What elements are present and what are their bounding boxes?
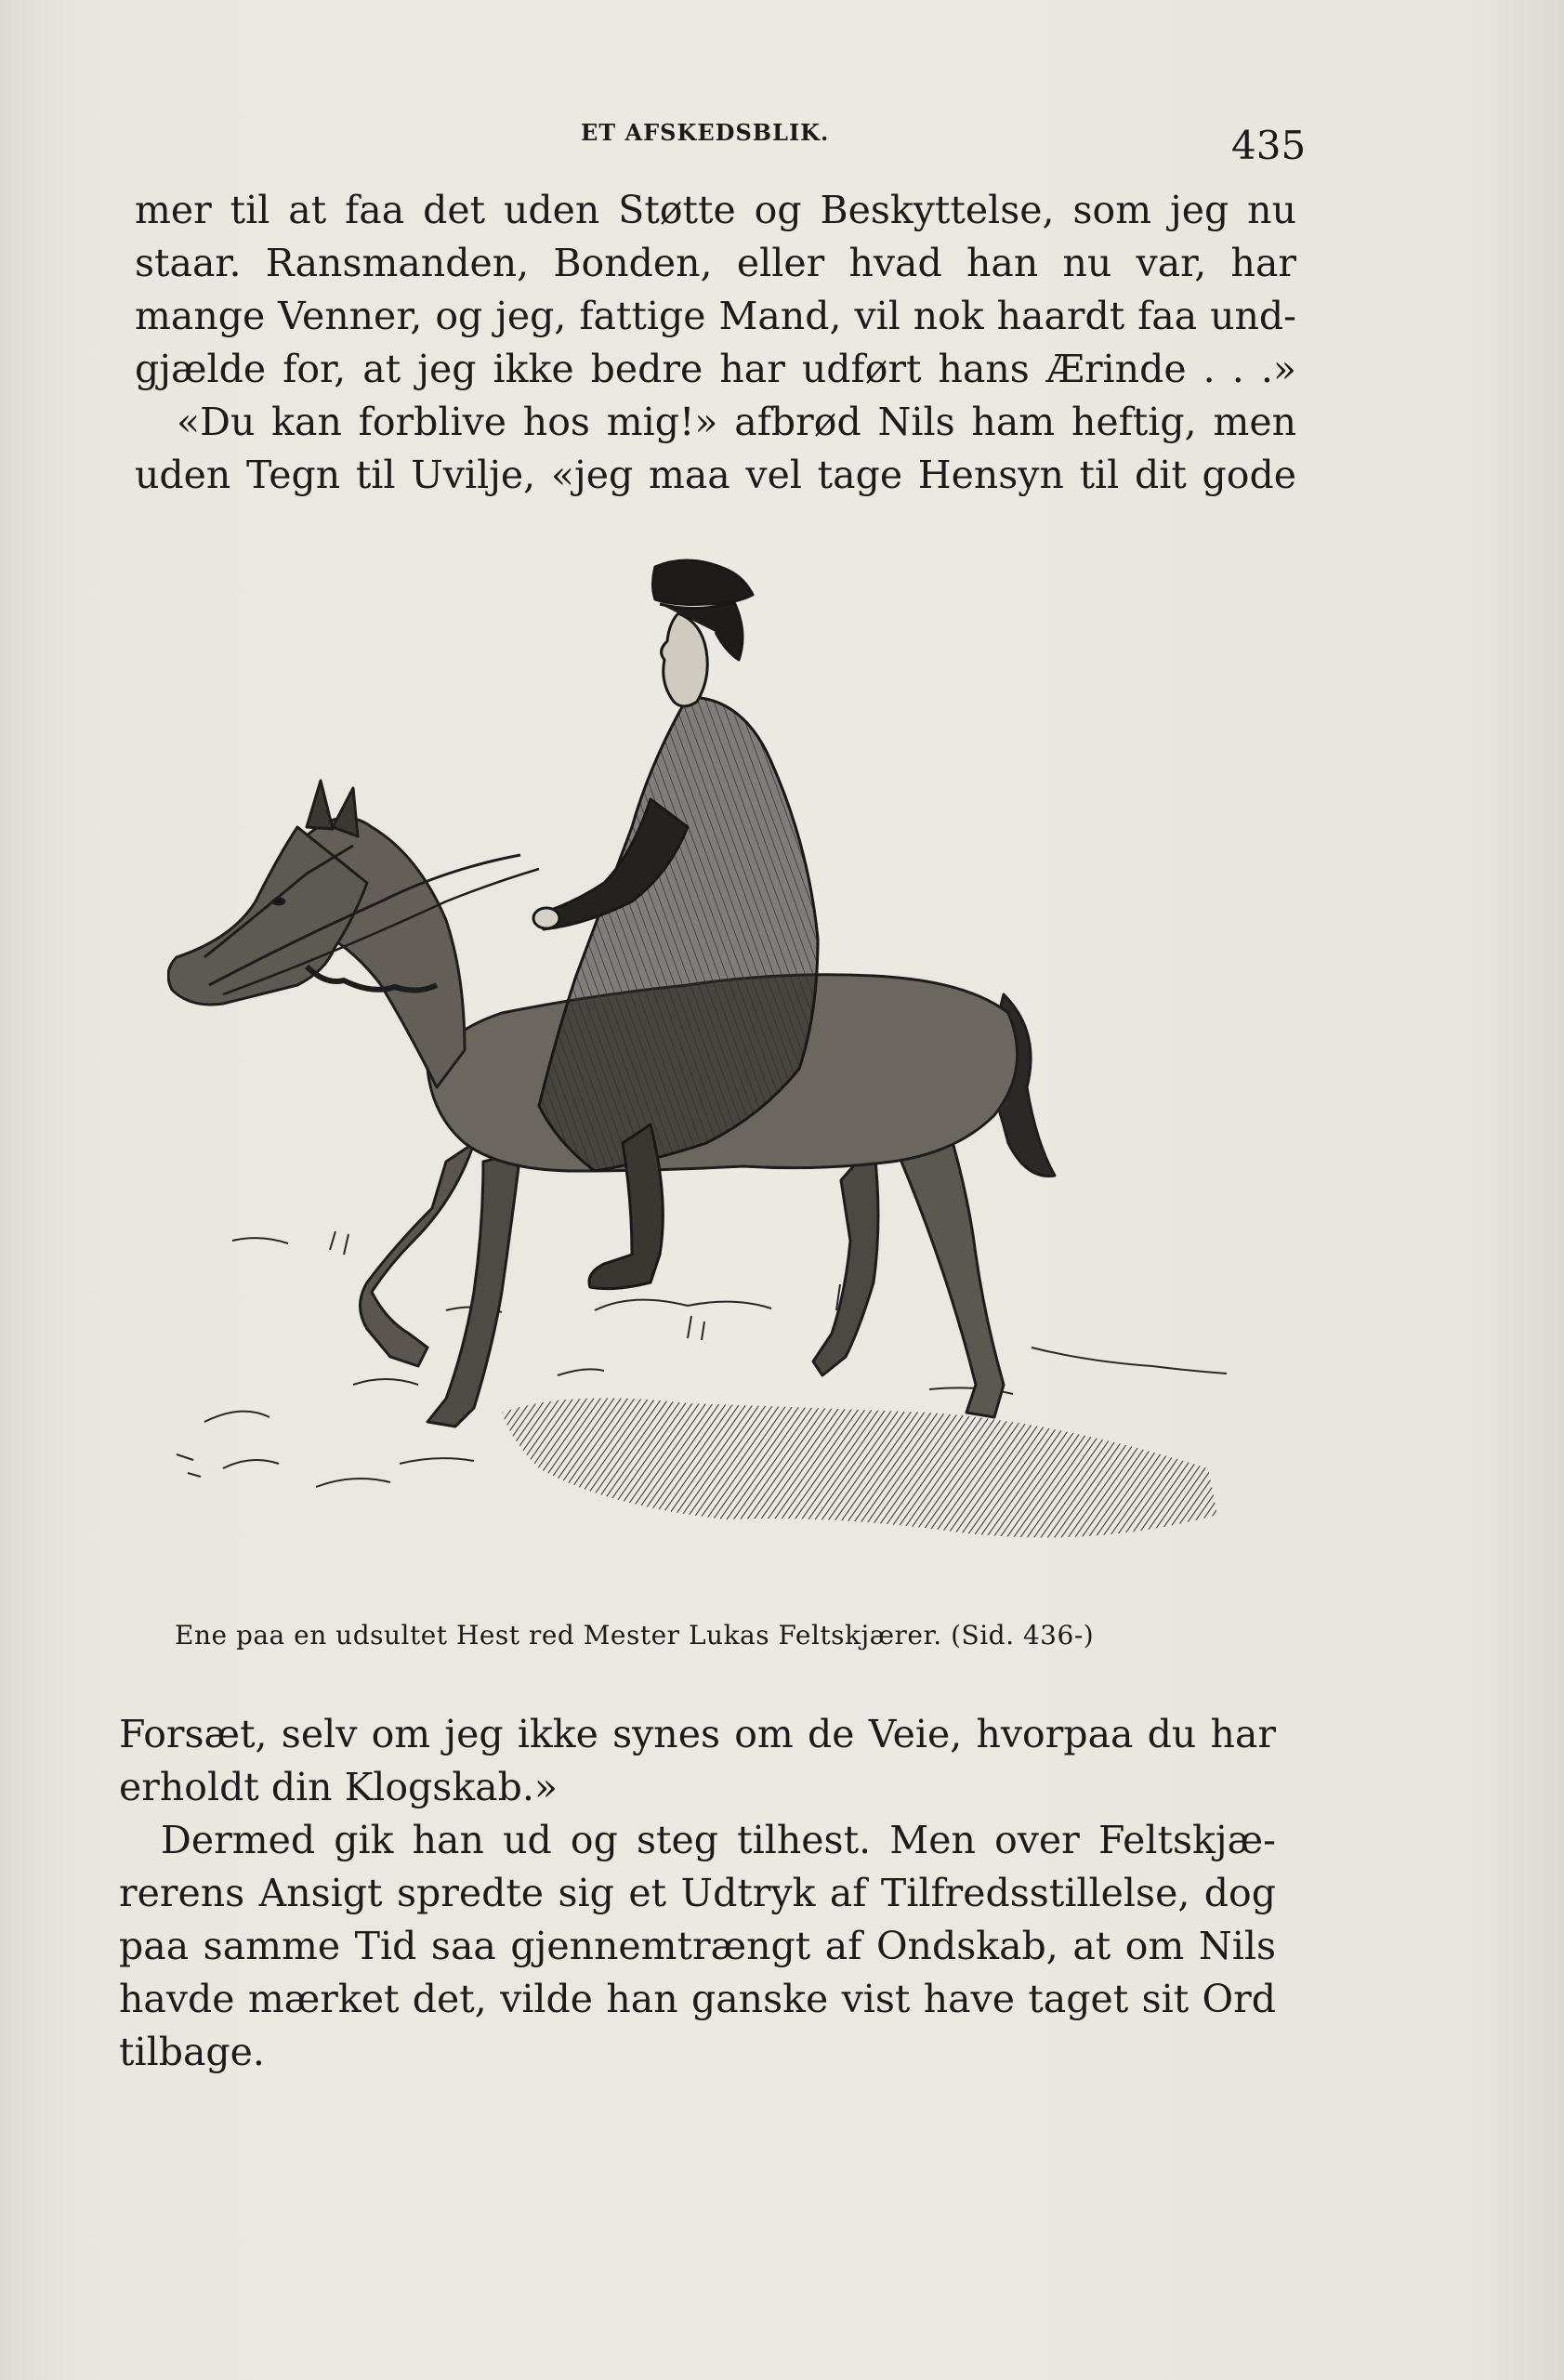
text-line: rerens Ansigt spredte sig et Udtryk af Tilfredsstillelse, dog — [119, 1871, 1276, 1915]
text-line: «Du kan forblive hos mig!» afbrød Nils ham heftig, men — [177, 400, 1296, 444]
page-number: 435 — [1231, 123, 1307, 168]
ground-shadow — [502, 1398, 1217, 1537]
horse-rider-illustration — [167, 548, 1245, 1598]
text-line: paa samme Tid saa gjennemtrængt af Ondskab, at om Nils — [119, 1924, 1276, 1968]
illustration-caption: Ene paa en udsultet Hest red Mester Lukas Feltskjærer. (Sid. 436-) — [175, 1620, 1095, 1650]
text-line: gjælde for, at jeg ikke bedre har udført hans Ærinde . . .» — [135, 347, 1296, 391]
text-line: staar. Ransmanden, Bonden, eller hvad han nu var, har — [135, 241, 1296, 285]
rider — [533, 560, 818, 1289]
bottom-paragraphs — [119, 1708, 1276, 2079]
text-line: Forsæt, selv om jeg ikke synes om de Veie, hvorpaa du har — [119, 1712, 1276, 1756]
text-line: mer til at faa det uden Støtte og Beskyttelse, som jeg nu — [135, 188, 1296, 232]
top-paragraphs — [135, 184, 1296, 502]
text-line: mange Venner, og jeg, fattige Mand, vil nok haardt faa und- — [135, 294, 1296, 338]
text-line: uden Tegn til Uvilje, «jeg maa vel tage Hensyn til dit gode — [135, 453, 1296, 497]
text-line: Dermed gik han ud og steg tilhest. Men over Feltskjæ- — [161, 1818, 1276, 1862]
text-line: tilbage. — [119, 2030, 265, 2074]
text-line: erholdt din Klogskab.» — [119, 1765, 558, 1809]
running-head: ET AFSKEDSBLIK. — [581, 119, 830, 146]
text-line: havde mærket det, vilde han ganske vist have taget sit Ord — [119, 1977, 1276, 2021]
